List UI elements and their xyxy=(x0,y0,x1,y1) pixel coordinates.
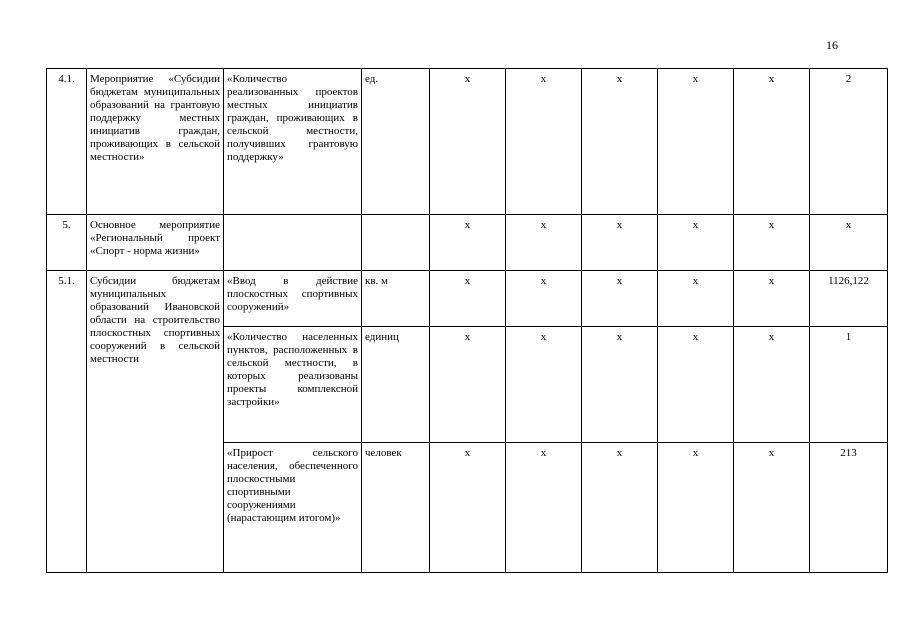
x-cell: х xyxy=(658,327,734,443)
value-cell: х xyxy=(810,215,888,271)
x-cell: х xyxy=(506,69,582,215)
indicator-name: «Прирост сельского населения, обеспеченного плоскостными спортивными сооружениями (нарастающим итогом)» xyxy=(224,443,362,573)
x-cell: х xyxy=(734,69,810,215)
indicator-name: «Количество реализованных проектов местных инициатив граждан, проживающих в сельской местности, получивших грантовую поддержку» xyxy=(224,69,362,215)
x-cell: х xyxy=(430,215,506,271)
x-cell: х xyxy=(658,271,734,327)
row-number: 5.1. xyxy=(47,271,87,573)
unit-cell: человек xyxy=(362,443,430,573)
x-cell: х xyxy=(734,215,810,271)
x-cell: х xyxy=(430,69,506,215)
unit-cell xyxy=(362,215,430,271)
value-cell: 1126,122 xyxy=(810,271,888,327)
x-cell: х xyxy=(430,443,506,573)
table-row xyxy=(47,215,888,271)
x-cell: х xyxy=(506,215,582,271)
value-cell: 1 xyxy=(810,327,888,443)
x-cell: х xyxy=(582,443,658,573)
row-number: 5. xyxy=(47,215,87,271)
unit-cell: кв. м xyxy=(362,271,430,327)
x-cell: х xyxy=(734,443,810,573)
x-cell: х xyxy=(734,327,810,443)
activity-name: Субсидии бюджетам муниципальных образований Ивановской области на строительство плоскостных спортивных сооружений в сельской местности xyxy=(87,271,224,573)
x-cell: х xyxy=(506,327,582,443)
unit-cell: единиц xyxy=(362,327,430,443)
table-row xyxy=(47,271,888,327)
activity-name: Основное мероприятие «Региональный проект «Спорт - норма жизни» xyxy=(87,215,224,271)
indicator-name: «Ввод в действие плоскостных спортивных сооружений» xyxy=(224,271,362,327)
x-cell: х xyxy=(430,327,506,443)
x-cell: х xyxy=(658,215,734,271)
x-cell: х xyxy=(734,271,810,327)
table-row xyxy=(47,69,888,215)
x-cell: х xyxy=(582,271,658,327)
x-cell: х xyxy=(582,327,658,443)
x-cell: х xyxy=(430,271,506,327)
activity-name: Мероприятие «Субсидии бюджетам муниципальных образований на грантовую поддержку местных инициатив граждан, проживающих в сельской местности» xyxy=(87,69,224,215)
x-cell: х xyxy=(506,443,582,573)
x-cell: х xyxy=(506,271,582,327)
x-cell: х xyxy=(582,215,658,271)
value-cell: 2 xyxy=(810,69,888,215)
value-cell: 213 xyxy=(810,443,888,573)
indicator-name xyxy=(224,215,362,271)
page-number: 16 xyxy=(826,38,838,52)
indicator-name: «Количество населенных пунктов, расположенных в сельской местности, в которых реализованы проекты комплексной застройки» xyxy=(224,327,362,443)
unit-cell: ед. xyxy=(362,69,430,215)
x-cell: х xyxy=(658,69,734,215)
x-cell: х xyxy=(582,69,658,215)
program-table xyxy=(46,68,888,573)
row-number: 4.1. xyxy=(47,69,87,215)
x-cell: х xyxy=(658,443,734,573)
